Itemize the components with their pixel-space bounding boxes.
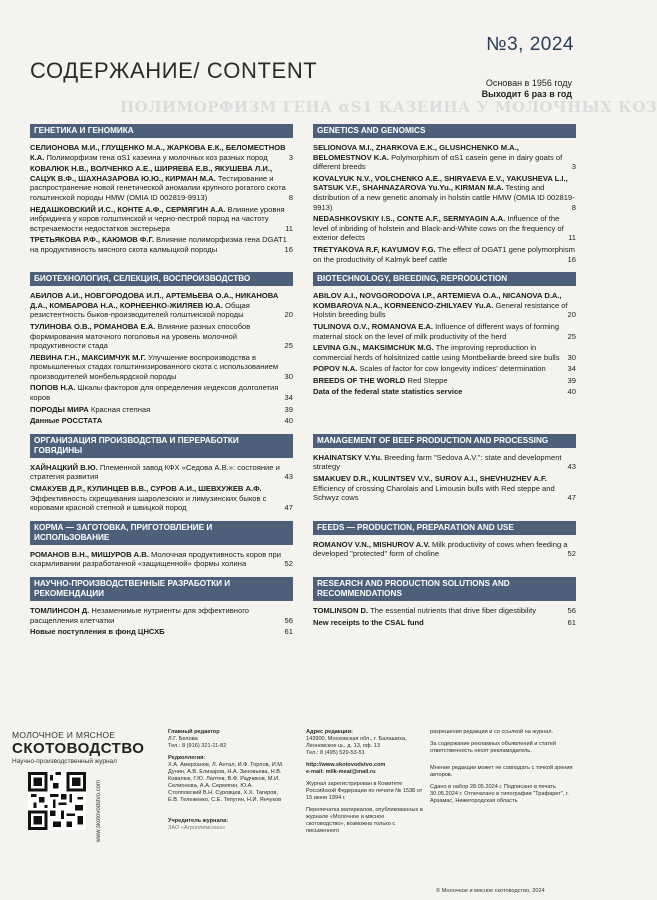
entry-authors: ХАЙНАЦКИЙ В.Ю. <box>30 462 98 472</box>
entry-page: 39 <box>284 404 293 414</box>
entry-authors: РОМАНОВ В.Н., МИШУРОВ А.В. <box>30 549 149 559</box>
toc-entry[interactable] <box>313 453 576 472</box>
entry-page: 3 <box>288 152 293 162</box>
entry-title: Незаменимые нутриенты для эффективного расщепления клетчатки <box>30 606 250 625</box>
toc-section-feeds <box>30 521 576 571</box>
entry-title: Племенной завод КФХ «Седова А.В.»: состояние и стратегия развития <box>30 462 280 482</box>
section-header: BIOTECHNOLOGY, BREEDING, REPRODUCTION <box>313 272 576 286</box>
toc-column-en <box>313 272 576 428</box>
toc-column-en <box>313 124 576 266</box>
entry-authors: POPOV N.A. <box>313 364 358 374</box>
entry-page: 20 <box>567 310 576 320</box>
toc-entry[interactable] <box>313 174 576 212</box>
toc-column-ru <box>30 124 293 266</box>
founded-year: Основан в 1956 году <box>485 78 572 88</box>
entry-title: The improving reproduction in commercial herds of holsitnized cattle using Montbeliarde breed sire bulls <box>313 343 560 362</box>
entry-authors: ПОПОВ Н.А. <box>30 383 76 393</box>
entry-title: Улучшение воспроизводства в промышленных стадах голштинизированного скота с использованием производителей монбельярдской породы <box>30 352 279 381</box>
toc-entry[interactable] <box>313 474 576 503</box>
print-info: Сдано в набор 28.05.2024 г. Подписано в печать 30.05.2024 г. Отпечатано в типографии "Трафарет", г. Арзамас, Нижегородская область <box>430 784 569 804</box>
entry-title: Влияние разных способов формирования маточного поголовья на уровень молочной продуктивности стада <box>30 321 251 351</box>
entry-page: 52 <box>567 549 576 559</box>
toc-entry[interactable] <box>30 484 293 513</box>
reprint-text-cont: разрешения редакции и со ссылкой на журнал. <box>430 729 554 735</box>
entry-page: 30 <box>284 371 293 381</box>
entry-page: 16 <box>567 254 576 264</box>
toc-entry[interactable] <box>313 322 576 341</box>
entry-authors: TULINOVA O.V., ROMANOVA E.A. <box>313 321 433 331</box>
entry-title: Влияние уровня инбридинга у коров голштинской и черно-пестрой пород на частоту встречаемости недостатков экстерьера <box>30 204 285 233</box>
entry-authors: KHAINATSKY V.Yu. <box>313 452 383 462</box>
section-header: GENETICS AND GENOMICS <box>313 124 576 138</box>
toc-entry[interactable] <box>30 322 293 351</box>
entry-authors: ПОРОДЫ МИРА <box>30 404 89 414</box>
entry-page: 40 <box>284 416 293 426</box>
qr-code-icon <box>28 772 86 830</box>
registration-text: Журнал зарегистрирован в Комитете Российской Федерации по печати № 1538 от 15 июня 1994 г. <box>306 781 423 801</box>
entry-page: 47 <box>284 503 293 513</box>
toc-entry[interactable] <box>313 143 576 172</box>
entry-title: Milk productivity of cows when feeding a developed "protected" form of choline <box>313 539 568 559</box>
toc-entry[interactable] <box>30 353 293 382</box>
entry-page: 43 <box>567 462 576 472</box>
entry-title: Influence of the level of inbriding of holstein and Black-and-White cows on the frequency of exterior defects <box>313 214 564 243</box>
toc-entry[interactable] <box>30 550 293 569</box>
section-header: RESEARCH AND PRODUCTION SOLUTIONS AND RECOMMENDATIONS <box>313 577 576 601</box>
entry-authors: ROMANOV V.N., MISHUROV A.V. <box>313 539 430 549</box>
entry-page: 8 <box>288 192 293 202</box>
toc-entry[interactable] <box>30 291 293 320</box>
toc-column-en <box>313 434 576 515</box>
toc-section-beef-production <box>30 434 576 515</box>
entry-authors: ТРЕТЬЯКОВА Р.Ф., КАЮМОВ Ф.Г. <box>30 235 154 245</box>
entry-authors: СМАКУЕВ Д.Р., КУЛИНЦЕВ В.В., СУРОВ А.И., ШЕВХУЖЕВ А.Ф. <box>30 484 262 494</box>
entry-page: 11 <box>568 233 576 243</box>
entry-title: The essential nutrients that drive fiber digestibility <box>370 606 537 615</box>
entry-title: Influence of different ways of forming maternal stock on the level of milk productivity of the herd <box>313 321 560 341</box>
entry-authors: NEDASHKOVSKIY I.S., CONTE A.F., SERMYAGIN A.A. <box>313 214 506 224</box>
toc-entry[interactable] <box>313 618 576 628</box>
entry-authors: ТУЛИНОВА О.В., РОМАНОВА Е.А. <box>30 321 156 331</box>
entry-title: Scales of factor for cow longevity indices' determination <box>359 364 546 374</box>
toc-column-ru <box>30 577 293 639</box>
section-header: НАУЧНО-ПРОИЗВОДСТВЕННЫЕ РАЗРАБОТКИ И РЕКОМЕНДАЦИИ <box>30 577 293 601</box>
entry-authors: TOMLINSON D. <box>313 606 369 615</box>
entry-authors: New receipts to the CSAL fund <box>313 617 424 627</box>
entry-authors: СЕЛИОНОВА М.И., ГЛУЩЕНКО М.А., ЖАРКОВА Е.К., БЕЛОМЕСТНОВ К.А. <box>30 143 286 162</box>
entry-authors: АБИЛОВ А.И., НОВГОРОДОВА И.П., АРТЕМЬЕВА О.А., НИКАНОВА Д.А., КОМБАРОВА Н.А., КОРНЕЕНКО-ЖИЛЯЕВ Ю.А. <box>30 291 279 310</box>
toc-entry[interactable] <box>313 214 576 243</box>
entry-page: 43 <box>284 472 293 482</box>
address-text: 143900, Московская обл., г. Балашиха, Леоновское ш., д. 13, оф. 13 <box>306 736 407 749</box>
toc-entry[interactable] <box>313 376 576 386</box>
entry-page: 56 <box>567 606 576 615</box>
show-through-text: ПОЛИМОРФИЗМ ГЕНА αS1 КАЗЕИНА У МОЛОЧНЫХ КОЗ <box>120 98 657 116</box>
publication-frequency: Выходит 6 раз в год <box>481 89 572 99</box>
entry-page: 39 <box>567 375 576 385</box>
address-heading: Адрес редакции: <box>306 729 353 735</box>
entry-page: 30 <box>567 352 576 362</box>
imprint-footer <box>0 720 600 900</box>
entry-page: 11 <box>285 223 293 233</box>
table-of-contents <box>30 124 576 645</box>
toc-entry[interactable] <box>30 416 293 426</box>
website-link[interactable]: http://www.skotovodstvo.com <box>306 762 386 768</box>
entry-authors: Data of the federal state statistics service <box>313 387 463 397</box>
entry-title: Молочная продуктивность коров при скармливании разработанной «защищенной» формы холина <box>30 549 281 569</box>
entry-authors: КОВАЛЮК Н.В., ВОЛЧЕНКО А.Е., ШИРЯЕВА Е.В., ЯКУШЕВА Л.И., САЦУК В.Ф., ШАХНАЗАРОВА Ю.Ю., КИРМАН М.А. <box>30 164 273 183</box>
entry-page: 47 <box>567 493 576 503</box>
entry-page: 34 <box>567 364 576 374</box>
toc-entry[interactable] <box>30 205 293 234</box>
toc-section-biotechnology <box>30 272 576 428</box>
opinion-disclaimer: Мнение редакции может не совпадать с точкой зрения авторов. <box>430 765 573 778</box>
entry-page: 52 <box>284 559 293 569</box>
journal-logo <box>12 730 162 765</box>
toc-section-research <box>30 577 576 639</box>
section-header: БИОТЕХНОЛОГИЯ, СЕЛЕКЦИЯ, ВОСПРОИЗВОДСТВО <box>30 272 293 286</box>
entry-page: 40 <box>567 387 576 397</box>
entry-title: Breeding farm "Sedova A.V.": state and development strategy <box>313 452 562 472</box>
entry-title: Тестирование и распространение новой генетической аномалии крупного рогатого скота голштинской породы HMW (OMIA ID 002819-9913) <box>30 173 286 202</box>
imprint-contacts <box>306 729 424 840</box>
entry-title: Red Steppe <box>407 375 448 385</box>
section-header: ГЕНЕТИКА И ГЕНОМИКА <box>30 124 293 138</box>
entry-authors: BREEDS OF THE WORLD <box>313 375 406 385</box>
toc-column-ru <box>30 521 293 571</box>
toc-column-en <box>313 577 576 639</box>
entry-authors: KOVALYUK N.V., VOLCHENKO A.E., SHIRYAEVA E.V., YAKUSHEVA L.I., SATSUK V.F., SHAHNAZAROVA Yu.Yu., KIRMAN M.A. <box>313 173 568 193</box>
entry-authors: ТОМЛИНСОН Д. <box>30 606 90 615</box>
section-header: FEEDS — PRODUCTION, PREPARATION AND USE <box>313 521 576 535</box>
website-vertical: www.skotovodstvo.com <box>96 780 102 843</box>
toc-section-genetics <box>30 124 576 266</box>
entry-authors: LEVINA G.N., MAKSIMCHUK M.G. <box>313 343 434 353</box>
toc-entry[interactable] <box>30 235 293 254</box>
entry-authors: TRETYAKOVA R.F, KAYUMOV F.G. <box>313 244 436 254</box>
copyright: © Молочное и мясное скотоводство, 2024 <box>436 888 545 894</box>
entry-page: 61 <box>567 617 576 627</box>
founder-name: ЗАО «Агроплемсоюз» <box>168 825 226 831</box>
entry-page: 8 <box>571 202 576 212</box>
toc-entry[interactable] <box>313 364 576 374</box>
toc-entry[interactable] <box>30 164 293 202</box>
entry-title: Полиморфизм гена αS1 казеина у молочных коз разных пород <box>46 152 268 162</box>
entry-page: 56 <box>284 615 293 625</box>
toc-entry[interactable] <box>313 387 576 397</box>
toc-entry[interactable] <box>313 540 576 559</box>
toc-entry[interactable] <box>30 383 293 402</box>
founded-info <box>482 78 572 100</box>
entry-title: Эффективность скрещивания шаролезских и лимузинских быков с коровами красной степной и швицкой пород <box>30 493 267 513</box>
toc-column-en <box>313 521 576 571</box>
reprint-text: Перепечатка материалов, опубликованных в журнале «Молочное и мясное скотоводство», возможна только с письменного <box>306 807 423 834</box>
section-header: MANAGEMENT OF BEEF PRODUCTION AND PROCESSING <box>313 434 576 448</box>
editor-phone: Тел.: 8 (916) 321-11-82 <box>168 743 227 749</box>
board-members: Х.А. Амерханов, Л. Антал, И.Ф. Горлов, И.М. Дунин, А.В. Елизаров, Н.А. Зиновьева, Н.В. Ковалюк, Г.Ю. Лаптев, В.Ф. Радчиков, М.И. Селионова, А.А. Сермягин, Ю.А. Столповский В.Н. Суровцев, Х.Х. Тагиров, Е.В. Тележенко, С.Е. Тяпугин, Н.И. Янчуков <box>168 762 284 803</box>
toc-entry[interactable] <box>30 463 293 482</box>
editor-name: Л.Г. Белова <box>168 736 198 742</box>
entry-page: 34 <box>284 393 293 403</box>
entry-title: Влияние полиморфизма гена DGAT1 на продуктивность мясного скота калмыцкой породы <box>30 235 287 254</box>
editor-heading: Главный редактор <box>168 729 220 735</box>
entry-title: General resistance of Holstin breeding bulls <box>313 300 568 320</box>
logo-line1: МОЛОЧНОЕ И МЯСНОЕ <box>12 730 116 740</box>
entry-page: 25 <box>284 341 293 351</box>
entry-page: 16 <box>284 244 293 254</box>
page-title: СОДЕРЖАНИЕ/ CONTENT <box>30 58 318 83</box>
entry-title: Efficiency of crossing Charolais and Limousin bulls with Red steppe and Schwyz cows <box>313 483 555 503</box>
entry-page: 20 <box>284 310 293 320</box>
founder-heading: Учредитель журнала: <box>168 818 229 824</box>
issue-number: №3, 2024 <box>486 34 574 55</box>
entry-authors: Данные РОССТАТА <box>30 416 103 426</box>
address-phone: Тел.: 8 (495) 529-53-51 <box>306 750 365 756</box>
toc-column-ru <box>30 272 293 428</box>
toc-entry[interactable] <box>313 291 576 320</box>
toc-entry[interactable] <box>30 606 293 625</box>
entry-page: 61 <box>284 627 293 637</box>
entry-title: Красная степная <box>90 404 151 414</box>
logo-subtitle: Научно-производственный журнал <box>12 758 117 765</box>
toc-entry[interactable] <box>30 405 293 415</box>
toc-entry[interactable] <box>30 627 293 637</box>
board-heading: Редколлегия: <box>168 755 206 761</box>
entry-title: Testing and distribution of a new genetic anomaly in holstin cattle HMW (OMIA ID 002819-9913) <box>313 183 575 212</box>
entry-authors: НЕДАШКОВСКИЙ И.С., КОНТЕ А.Ф., СЕРМЯГИН А.А. <box>30 204 226 214</box>
entry-title: Шкалы факторов для определения индексов долголетия коров <box>30 383 279 403</box>
toc-entry[interactable] <box>30 143 293 162</box>
toc-column-ru <box>30 434 293 515</box>
entry-authors: SMAKUEV D.R., KULINTSEV V.V., SUROV A.I., SHEVHUZHEV A.F. <box>313 474 547 484</box>
entry-title: Общая резистентность быков-производителей голштинской породы <box>30 300 250 320</box>
entry-authors: SELIONOVA M.I., ZHARKOVA E.K., GLUSHCHENKO M.A., BELOMESTNOV K.A. <box>313 143 519 162</box>
toc-entry[interactable] <box>313 245 576 264</box>
email-link[interactable]: e-mail: milk-meat@mail.ru <box>306 769 376 775</box>
entry-authors: ЛЕВИНА Г.Н., МАКСИМЧУК М.Г. <box>30 352 147 362</box>
section-header: ОРГАНИЗАЦИЯ ПРОИЗВОДСТВА И ПЕРЕРАБОТКИ ГОВЯДИНЫ <box>30 434 293 458</box>
toc-entry[interactable] <box>313 343 576 362</box>
imprint-editorial <box>168 729 286 837</box>
entry-page: 3 <box>571 162 576 172</box>
entry-page: 25 <box>567 331 576 341</box>
toc-entry[interactable] <box>313 606 576 616</box>
entry-title: Polymorphism of αS1 casein gene in dairy goats of different breeds <box>313 152 563 172</box>
section-header: КОРМА — ЗАГОТОВКА, ПРИГОТОВЛЕНИЕ И ИСПОЛЬЗОВАНИЕ <box>30 521 293 545</box>
ads-disclaimer: За содержание рекламных объявлений и статей ответственность несет рекламодатель. <box>430 741 556 754</box>
logo-line2: СКОТОВОДСТВО <box>12 740 145 757</box>
entry-authors: Новые поступления в фонд ЦНСХБ <box>30 627 165 637</box>
entry-authors: ABILOV A.I., NOVGORODOVA I.P., ARTEMIEVA O.A., NICANOVA D.A., KOMBAROVA N.A., KORNEENCO-ZHILYAEV Yu.A. <box>313 291 562 310</box>
imprint-legal <box>430 729 580 810</box>
entry-title: The effect of DGAT1 gene polymorphism on the productivity of Kalmyk beef cattle <box>313 244 575 264</box>
